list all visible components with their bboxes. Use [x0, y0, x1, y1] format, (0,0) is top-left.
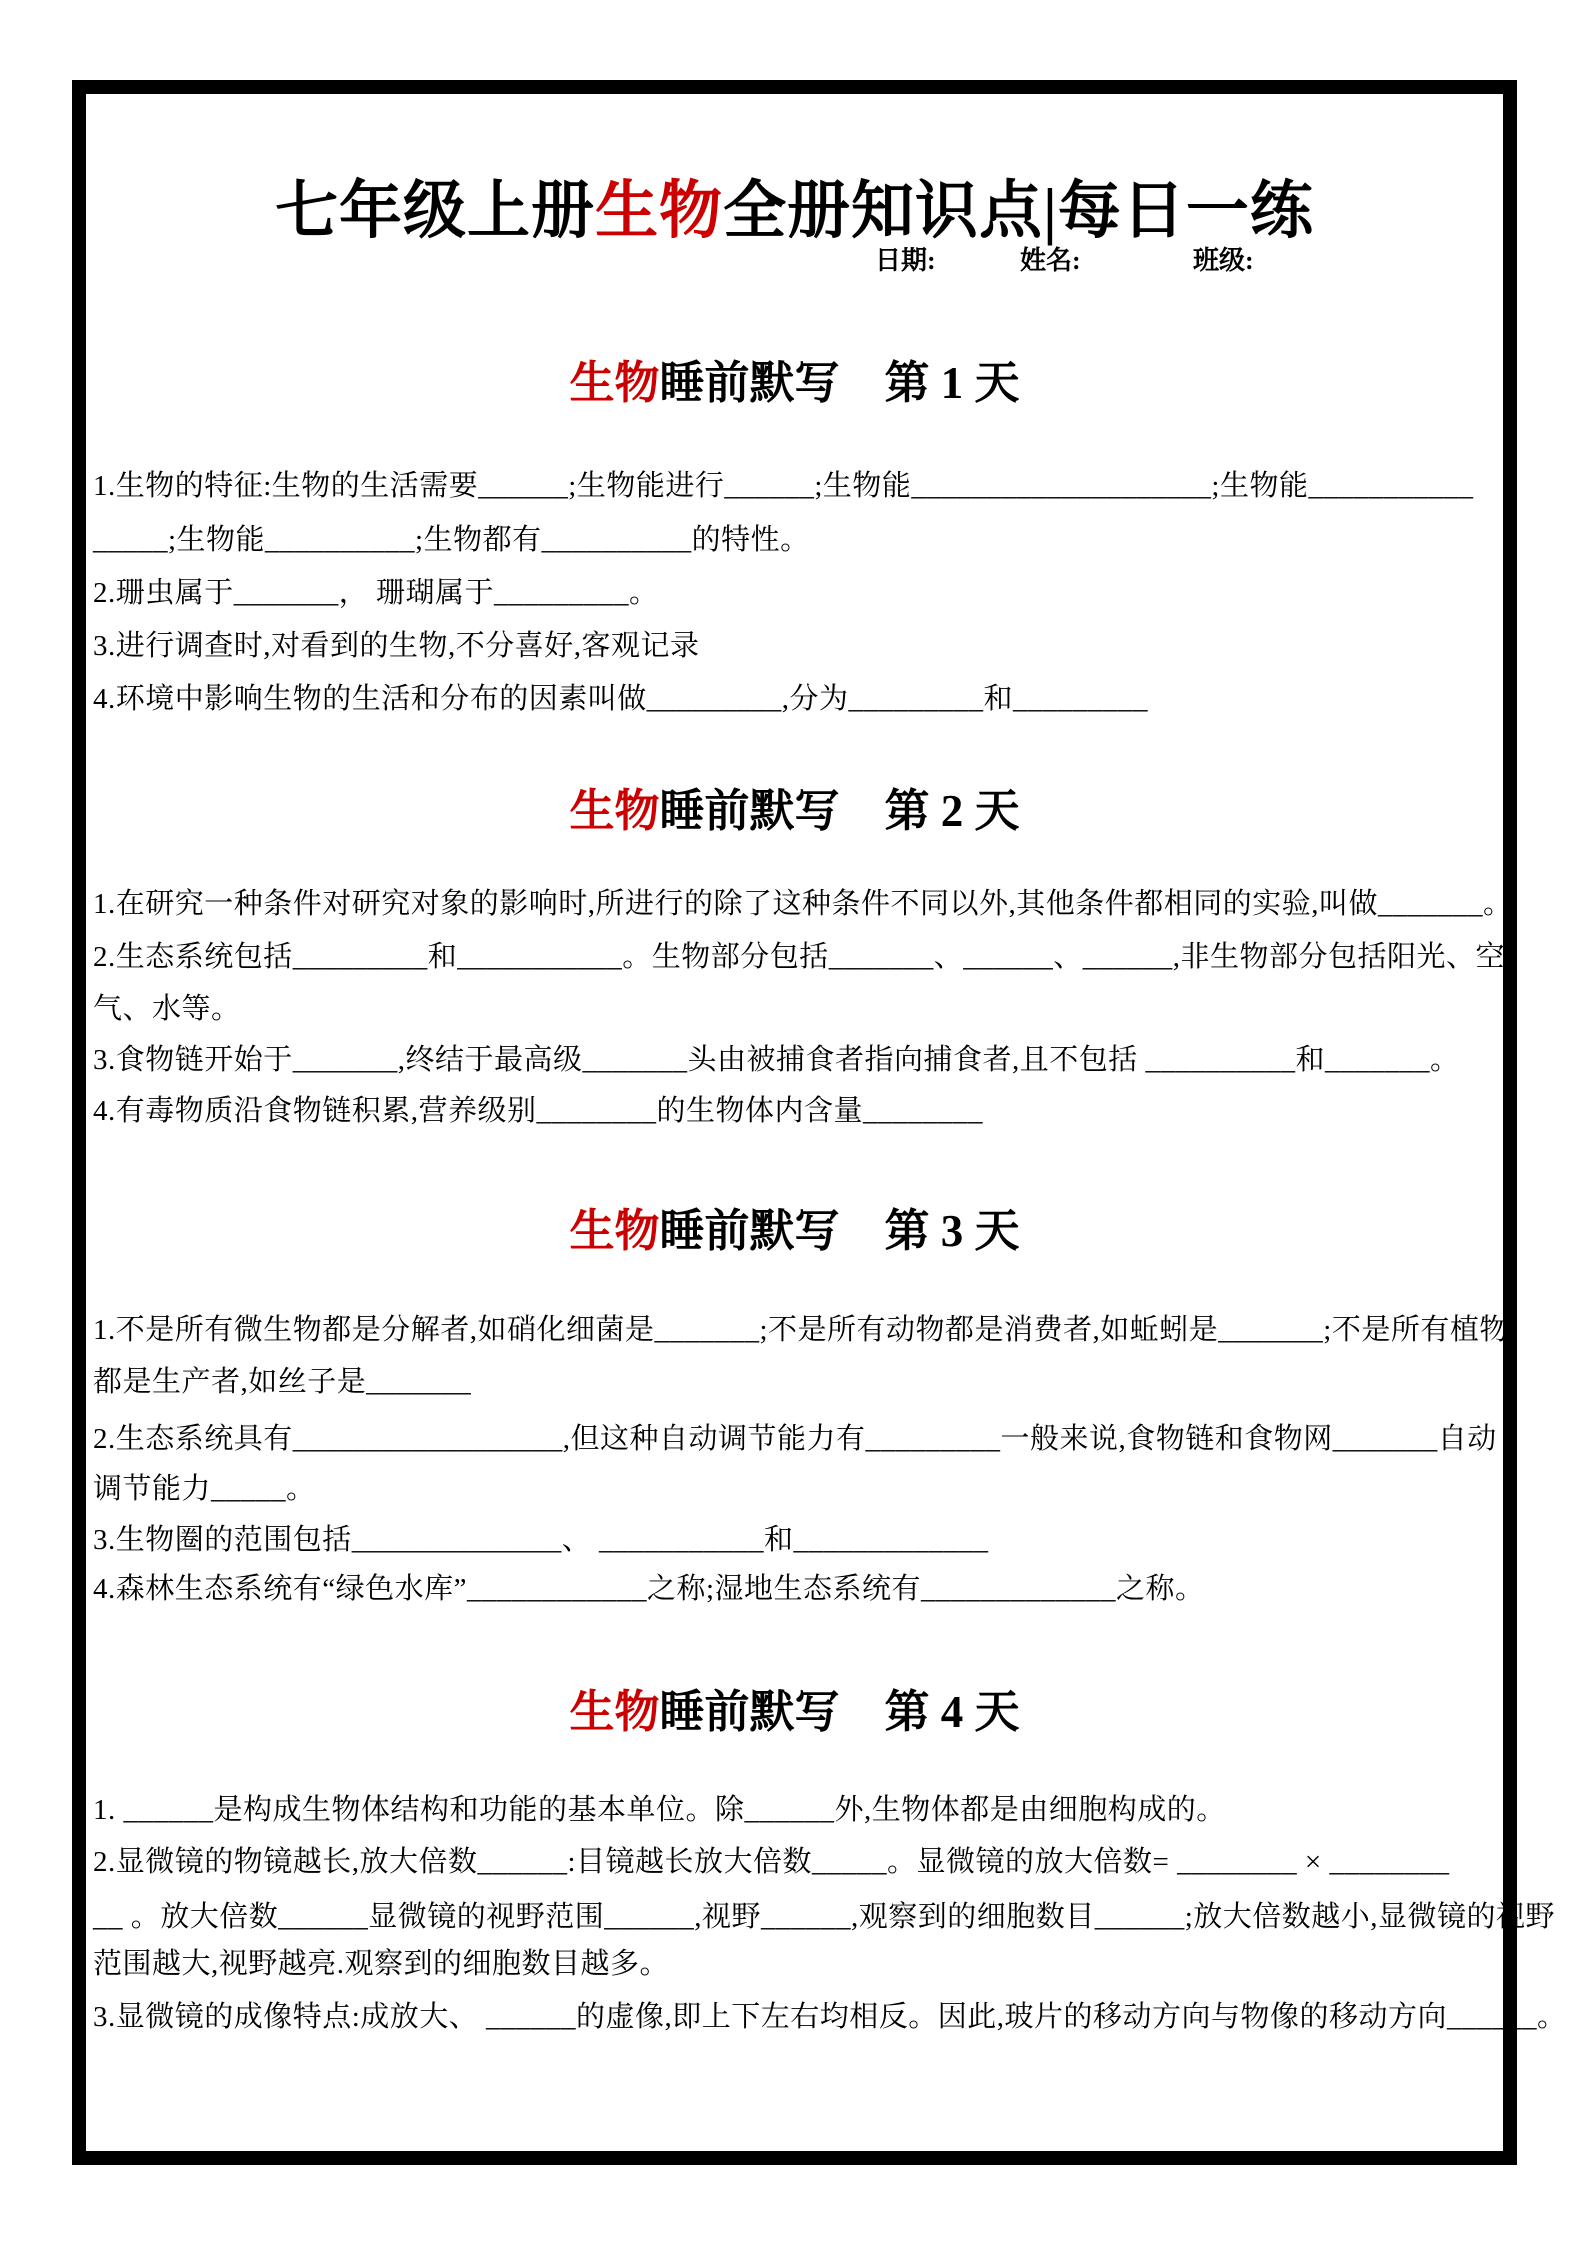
heading-rest: 睡前默写 第 2 天 [659, 786, 1020, 836]
date-label: 日期: [875, 246, 936, 275]
question-line: 1.在研究一种条件对研究对象的影响时,所进行的除了这种条件不同以外,其他条件都相同的实验,叫做_______。 [93, 888, 1513, 920]
question-line: 1. ______是构成生物体结构和功能的基本单位。除______外,生物体都是由细胞构成的。 [93, 1794, 1226, 1826]
section-heading-day4 [86, 1675, 1503, 1740]
page-title-post: 全册知识点|每日一练 [723, 176, 1314, 247]
heading-rest: 睡前默写 第 4 天 [659, 1687, 1020, 1737]
heading-highlight: 生物 [569, 1687, 660, 1737]
section-heading-day3 [86, 1194, 1503, 1259]
page-title-pre: 七年级上册 [275, 176, 596, 247]
heading-rest: 睡前默写 第 1 天 [659, 358, 1020, 408]
question-line: 都是生产者,如丝子是_______ [93, 1366, 472, 1398]
heading-highlight: 生物 [569, 358, 660, 408]
question-line: 3.进行调查时,对看到的生物,不分喜好,客观记录 [93, 630, 700, 662]
question-line: 4.环境中影响生物的生活和分布的因素叫做_________,分为_________和_________ [93, 683, 1149, 715]
heading-highlight: 生物 [569, 786, 660, 836]
heading-rest: 睡前默写 第 3 天 [659, 1206, 1020, 1256]
worksheet-page [86, 94, 1567, 2151]
page-title [86, 160, 1503, 251]
question-line: 3.显微镜的成像特点:成放大、 ______的虚像,即上下左右均相反。因此,玻片的移动方向与物像的移动方向______。 [93, 2001, 1567, 2033]
heading-highlight: 生物 [569, 1206, 660, 1256]
question-line: 2.显微镜的物镜越长,放大倍数______:目镜越长放大倍数_____。显微镜的放大倍数= ________ × ________ [93, 1846, 1450, 1878]
page-title-highlight: 生物 [595, 176, 724, 247]
question-line: 范围越大,视野越亮.观察到的细胞数目越多。 [93, 1948, 670, 1980]
question-line: 1.不是所有微生物都是分解者,如硝化细菌是_______;不是所有动物都是消费者,如蚯蚓是_______;不是所有植物 [93, 1314, 1509, 1346]
section-heading-day2 [86, 774, 1503, 839]
question-line: 4.森林生态系统有“绿色水库”____________之称;湿地生态系统有_____________之称。 [93, 1573, 1205, 1605]
question-line: 3.食物链开始于_______,终结于最高级_______头由被捕食者指向捕食者,且不包括 __________和_______。 [93, 1044, 1460, 1076]
question-line: 1.生物的特征:生物的生活需要______;生物能进行______;生物能____________________;生物能___________ [93, 470, 1474, 502]
question-line: 气、水等。 [93, 993, 241, 1025]
worksheet-frame [72, 80, 1567, 2165]
question-line: 2.生态系统包括_________和___________。生物部分包括_______、______、______,非生物部分包括阳光、空 [93, 941, 1506, 973]
class-label: 班级: [1193, 246, 1254, 275]
question-line: 3.生物圈的范围包括______________、 ___________和_____________ [93, 1524, 989, 1556]
question-line: 2.生态系统具有__________________,但这种自动调节能力有_________一般来说,食物链和食物网_______自动 [93, 1423, 1497, 1455]
name-label: 姓名: [1020, 246, 1081, 275]
question-line: 4.有毒物质沿食物链积累,营养级别________的生物体内含量________ [93, 1095, 984, 1127]
question-line: 2.珊虫属于_______， 珊瑚属于_________。 [93, 577, 659, 609]
question-line: __ 。放大倍数______显微镜的视野范围______,视野______,观察到的细胞数目______;放大倍数越小,显微镜的视野 [93, 1901, 1556, 1933]
question-line: _____;生物能__________;生物都有__________的特性。 [93, 524, 810, 556]
section-heading-day1 [86, 346, 1503, 411]
question-line: 调节能力_____。 [93, 1473, 316, 1505]
